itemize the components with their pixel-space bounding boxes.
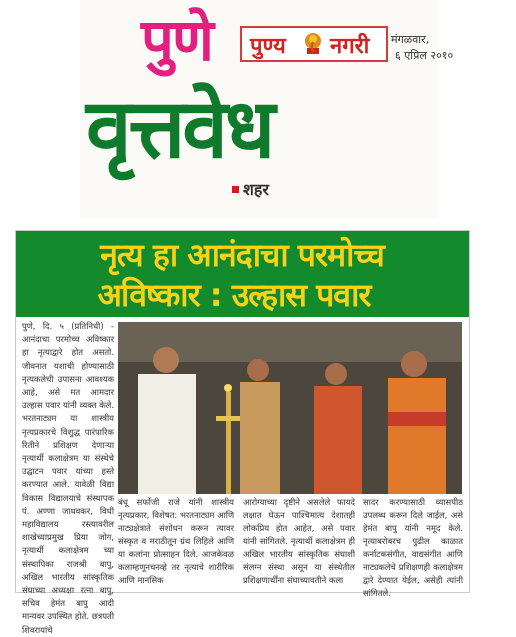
ganesha-logo-icon <box>300 30 326 56</box>
article-column-2-text: बंधू सर्फोजी राजे यांनी शास्त्रीय नृत्यप्रकार, विशेषत: भरतनाट्यम आणि नाट्यक्षेत्राते संशोधन करून त्यावर संस्कृत व मराठीतून ग्रंथ लिहिले आणि या कलांना प्रोत्साहन दिले. आजकेवळ कलाम्हणूनचनव्हे तर नृत्याचे शारीरिक आणि मानसिक <box>118 497 234 585</box>
paper-name-right: नगरी <box>330 34 370 59</box>
article-column-2 <box>118 496 234 592</box>
event-photo <box>118 322 462 494</box>
paper-name-left: पुण्य <box>250 34 286 59</box>
article-column-3-text: आरोग्याच्या दृष्टीने असलेले फायदे लक्षात घेऊन पाश्चिमात्य देशातही लोकप्रिय होत आहेत, असे पवार यांनी सांगितले. नृत्यार्थी कलाक्षेत्रम ही अखिल भारतीय सांस्कृतिक संघाशी संलग्न संस्था असून या संस्थेतील प्रशिक्षणार्थींना संघाच्यावतीने कला <box>243 497 355 585</box>
article-column-4-text: सादर करण्यासाठी व्यासपीठ उपलब्ध करून दिले जाईल, असे हेमंत बापु यांनी नमूद केले. नृत्याबरोबरच पुढील काळात कर्नाटकसंगीत, वाद्यसंगीत आणि नाट्यकलेचे प्रशिक्षणही कलाक्षेत्रम द्वारे देण्यात येईल, असेही त्यांनी सांगितले. <box>363 497 463 598</box>
article-column-1-text: पुणे, दि. ५ (प्रतिनिधी) - आनंदाचा परमोच्च अविष्कार हा नृत्याद्वारे होत असतो. जीवनात यशाची होण्यासाठी नृत्यकलेची उपासना आवश्यक आहे, असे मत आमदार उल्हास पवार यांनी व्यक्त केले. भरतनाट्यम या शास्त्रीय नृत्यप्रकारचे विशुद्ध पारंपारिक रितीने प्रशिक्षण देणाऱ्या नृत्यार्थी कलाक्षेत्रम या संस्थेचे उद्घाटन पवार यांच्या हस्ते करण्यात आले. यावेळी विद्या विकास विद्यालयाचे संस्थापक पं. अण्णा जाधवकर, विधी महाविद्यालय रस्त्यावरील शाखेच्याप्रमुख प्रिया जोग, नृत्यार्थी कलाक्षेत्रम च्या संस्थापिका राजश्री बापु, अखिल भारतीय सांस्कृतिक संघाच्या अध्यक्षा रत्ना बापु, सचिव हेमंत बापु आदी मान्यवर उपस्थित होते. छत्रपती शिवरायांचे <box>22 321 114 635</box>
city-word: पुणे <box>141 6 212 74</box>
article-column-1 <box>22 320 114 635</box>
headline-line-1: नृत्य हा आनंदाचा परमोच्च <box>100 236 384 274</box>
article-column-3 <box>243 496 355 592</box>
section-bullet <box>232 186 239 193</box>
section-title: वृत्तवेध <box>86 82 273 177</box>
date-full: ६ एप्रिल २०१० <box>395 49 454 62</box>
date-day: मंगळवार, <box>391 33 430 46</box>
article-column-4 <box>363 496 463 598</box>
section-tag: शहर <box>243 180 269 199</box>
headline-line-2: अविष्कार : उल्हास पवार <box>97 276 371 314</box>
